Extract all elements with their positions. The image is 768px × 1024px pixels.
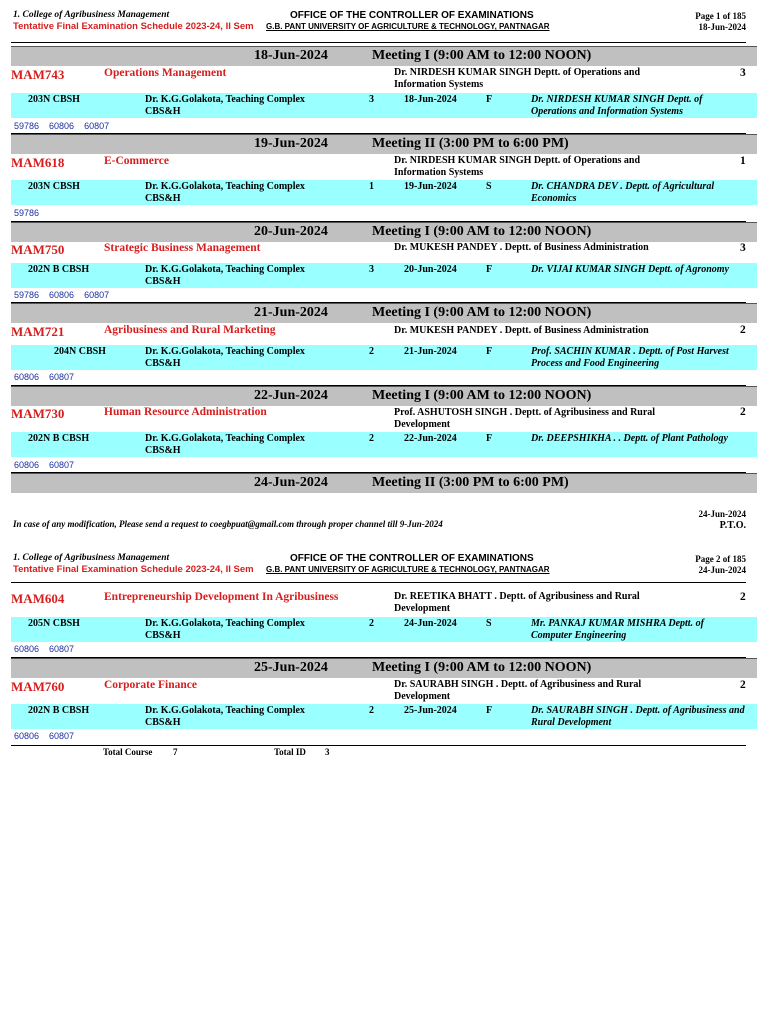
student-count: 2 [369,433,374,444]
student-ids [14,372,84,382]
student-ids [14,460,84,470]
course-count: 2 [740,406,746,418]
venue: Dr. K.G.Golakota, Teaching Complex CBS&H [145,264,305,287]
day-date: 24-Jun-2024 [254,475,328,490]
venue: Dr. K.G.Golakota, Teaching Complex CBS&H [145,346,305,369]
course-name: Agribusiness and Rural Marketing [104,324,276,336]
course-count: 3 [740,242,746,254]
page-number: Page 2 of 185 [695,554,746,564]
college-name: 1. College of Agribusiness Management [13,553,170,563]
exam-date: 21-Jun-2024 [404,346,457,357]
room: 202N B CBSH [28,264,90,275]
day-meeting: Meeting I (9:00 AM to 12:00 NOON) [372,305,592,320]
day-header [11,473,757,493]
student-id: 60806 [14,460,40,470]
total-id-value: 3 [325,747,330,757]
total-id-label: Total ID [274,747,306,757]
room: 203N CBSH [28,94,80,105]
course-code: MAM760 [11,679,65,694]
student-id: 60807 [49,372,75,382]
exam-type: S [486,181,492,192]
venue: Dr. K.G.Golakota, Teaching Complex CBS&H [145,94,305,117]
course-count: 3 [740,67,746,79]
day-date: 21-Jun-2024 [254,305,328,320]
venue: Dr. K.G.Golakota, Teaching Complex CBS&H [145,181,305,204]
exam-date: 18-Jun-2024 [404,94,457,105]
invigilator: Prof. SACHIN KUMAR . Deptt. of Post Harvest Process and Food Engineering [531,346,729,369]
day-meeting: Meeting II (3:00 PM to 6:00 PM) [372,136,569,151]
exam-date: 20-Jun-2024 [404,264,457,275]
header-date: 24-Jun-2024 [698,565,746,575]
course-code: MAM730 [11,406,65,421]
venue: Dr. K.G.Golakota, Teaching Complex CBS&H [145,433,305,456]
course-coordinator: Dr. MUKESH PANDEY . Deptt. of Business Administration [394,325,649,336]
room: 203N CBSH [28,181,80,192]
student-count: 2 [369,705,374,716]
college-name: 1. College of Agribusiness Management [13,10,170,20]
room: 202N B CBSH [28,433,90,444]
total-course-value: 7 [173,747,178,757]
office-title: OFFICE OF THE CONTROLLER OF EXAMINATIONS [290,10,534,21]
exam-slot [11,93,757,118]
invigilator: Dr. SAURABH SINGH . Deptt. of Agribusiness and Rural Development [531,705,745,728]
student-id: 59786 [14,290,40,300]
exam-slot [11,432,757,457]
header-rule [11,582,746,583]
exam-slot [11,180,757,205]
exam-type: F [486,705,493,716]
day-date: 18-Jun-2024 [254,48,328,63]
day-date: 22-Jun-2024 [254,388,328,403]
student-id: 60806 [14,731,40,741]
exam-slot [11,704,757,729]
schedule-title: Tentative Final Examination Schedule 2023-24, II Sem [13,564,254,575]
student-id: 60807 [49,644,75,654]
student-id: 60806 [49,290,75,300]
exam-date: 22-Jun-2024 [404,433,457,444]
university-name: G.B. PANT UNIVERSITY OF AGRICULTURE & TECHNOLOGY, PANTNAGAR [266,565,550,574]
invigilator: Dr. CHANDRA DEV . Deptt. of Agricultural Economics [531,181,715,204]
day-meeting: Meeting I (9:00 AM to 12:00 NOON) [372,224,592,239]
student-id: 60806 [14,372,40,382]
university-name: G.B. PANT UNIVERSITY OF AGRICULTURE & TECHNOLOGY, PANTNAGAR [266,22,550,31]
footer-date: 24-Jun-2024 [698,509,746,519]
day-meeting: Meeting I (9:00 AM to 12:00 NOON) [372,660,592,675]
student-id: 60807 [49,460,75,470]
exam-type: F [486,433,493,444]
header-rule [11,42,746,43]
day-meeting: Meeting I (9:00 AM to 12:00 NOON) [372,388,592,403]
schedule-title: Tentative Final Examination Schedule 2023-24, II Sem [13,21,254,32]
student-ids [14,121,119,131]
course-coordinator: Dr. REETIKA BHATT . Deptt. of Agribusiness and Rural Development [394,591,640,614]
venue: Dr. K.G.Golakota, Teaching Complex CBS&H [145,705,305,728]
student-ids [14,208,49,218]
day-header [11,386,757,406]
course-count: 2 [740,591,746,603]
student-id: 60806 [14,644,40,654]
header-date: 18-Jun-2024 [698,22,746,32]
student-id: 59786 [14,208,40,218]
student-id: 60807 [84,121,110,131]
exam-slot [11,263,757,288]
course-code: MAM750 [11,242,65,257]
course-count: 2 [740,679,746,691]
course-name: Human Resource Administration [104,406,267,418]
exam-date: 25-Jun-2024 [404,705,457,716]
invigilator: Mr. PANKAJ KUMAR MISHRA Deptt. of Computer Engineering [531,618,704,641]
day-header [11,658,757,678]
office-title: OFFICE OF THE CONTROLLER OF EXAMINATIONS [290,553,534,564]
student-count: 2 [369,618,374,629]
exam-type: S [486,618,492,629]
day-date: 20-Jun-2024 [254,224,328,239]
student-id: 60807 [84,290,110,300]
course-code: MAM618 [11,155,65,170]
course-code: MAM604 [11,591,65,606]
course-coordinator: Prof. ASHUTOSH SINGH . Deptt. of Agribusiness and Rural Development [394,407,656,430]
student-count: 3 [369,94,374,105]
invigilator: Dr. DEEPSHIKHA . . Deptt. of Plant Pathology [531,433,728,444]
student-id: 59786 [14,121,40,131]
course-code: MAM743 [11,67,65,82]
venue: Dr. K.G.Golakota, Teaching Complex CBS&H [145,618,305,641]
course-name: Operations Management [104,67,227,79]
student-count: 1 [369,181,374,192]
total-course-label: Total Course [103,747,153,757]
course-code: MAM721 [11,324,65,339]
exam-type: F [486,94,493,105]
page-number: Page 1 of 185 [695,11,746,21]
day-header [11,222,757,242]
room: 205N CBSH [28,618,80,629]
day-header [11,46,757,66]
student-id: 60807 [49,731,75,741]
exam-slot [11,345,757,370]
day-date: 19-Jun-2024 [254,136,328,151]
course-name: E-Commerce [104,155,169,167]
course-coordinator: Dr. NIRDESH KUMAR SINGH Deptt. of Operations and Information Systems [394,155,641,178]
student-ids [14,644,84,654]
modification-note: In case of any modification, Please send a request to coegbpuat@gmail.com through proper channel till 9-Jun-2024 [13,519,443,529]
day-header [11,303,757,323]
exam-type: F [486,346,493,357]
pto-label: P.T.O. [719,520,746,531]
course-count: 2 [740,324,746,336]
student-count: 2 [369,346,374,357]
invigilator: Dr. NIRDESH KUMAR SINGH Deptt. of Operations and Information Systems [531,94,703,117]
day-date: 25-Jun-2024 [254,660,328,675]
course-count: 1 [740,155,746,167]
student-id: 60806 [49,121,75,131]
day-meeting: Meeting I (9:00 AM to 12:00 NOON) [372,48,592,63]
course-coordinator: Dr. MUKESH PANDEY . Deptt. of Business Administration [394,242,649,253]
course-name: Corporate Finance [104,679,197,691]
course-coordinator: Dr. NIRDESH KUMAR SINGH Deptt. of Operations and Information Systems [394,67,641,90]
exam-type: F [486,264,493,275]
course-name: Entrepreneurship Development In Agribusiness [104,591,339,603]
exam-date: 24-Jun-2024 [404,618,457,629]
exam-slot [11,617,757,642]
student-ids [14,290,119,300]
course-coordinator: Dr. SAURABH SINGH . Deptt. of Agribusiness and Rural Development [394,679,642,702]
day-header [11,134,757,154]
room: 204N CBSH [54,346,106,357]
exam-date: 19-Jun-2024 [404,181,457,192]
student-ids [14,731,84,741]
room: 202N B CBSH [28,705,90,716]
invigilator: Dr. VIJAI KUMAR SINGH Deptt. of Agronomy [531,264,729,275]
course-name: Strategic Business Management [104,242,261,254]
student-count: 3 [369,264,374,275]
day-meeting: Meeting II (3:00 PM to 6:00 PM) [372,475,569,490]
separator [11,745,746,746]
